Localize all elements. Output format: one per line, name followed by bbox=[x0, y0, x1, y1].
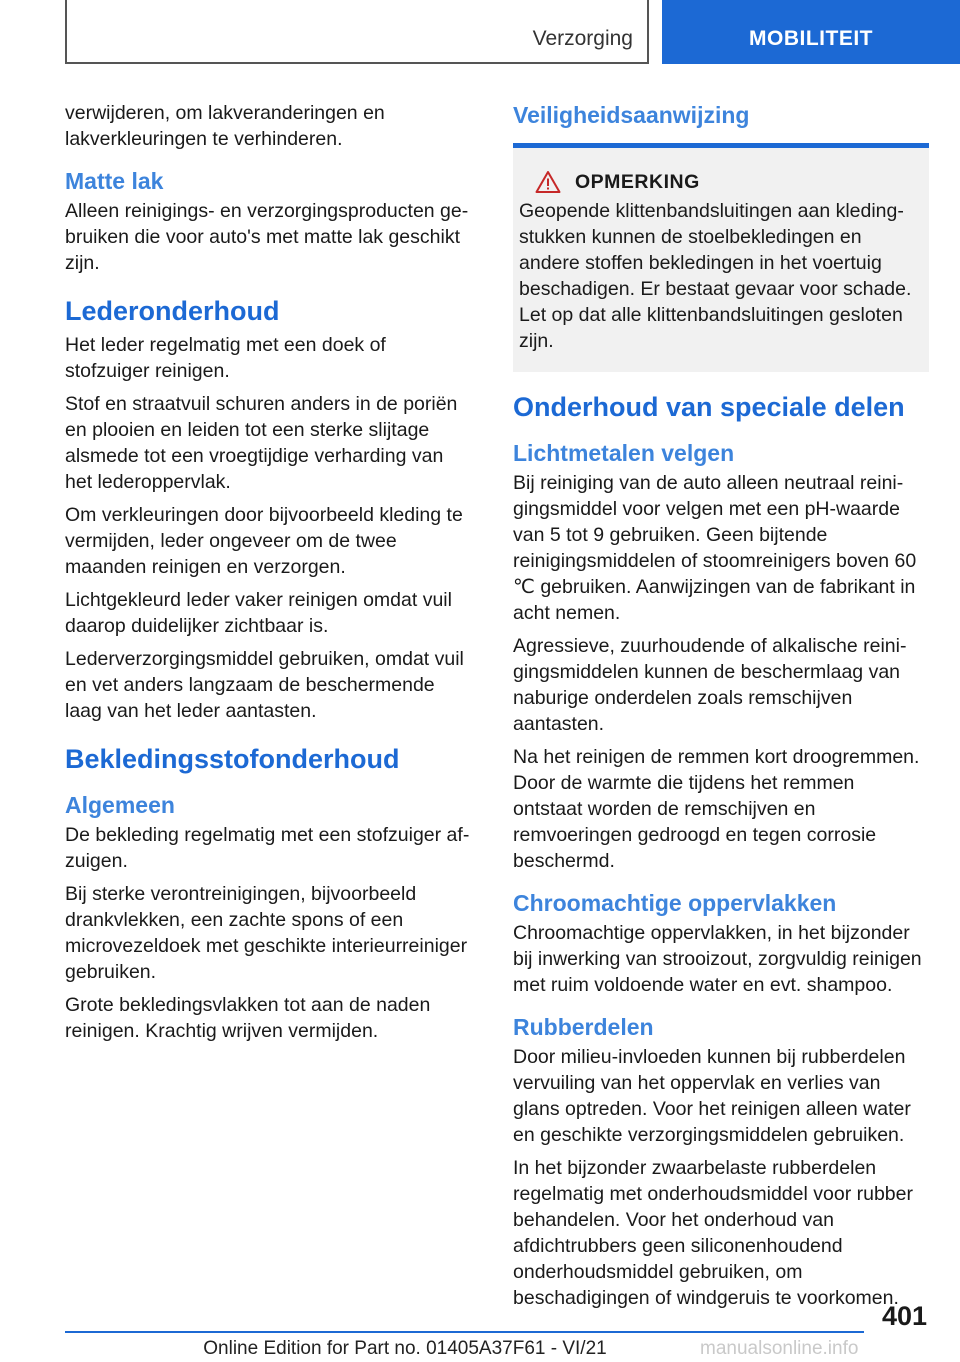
leather-paragraph-3: Om verkleuringen door bijvoorbeeld kleding te vermijden, leder ongeveer om de twee maanden reinigen en verzorgen. bbox=[65, 504, 463, 578]
general-paragraph-1: De bekleding regelmatig met een stofzuiger afzuigen. bbox=[65, 824, 470, 872]
footer-edition: Online Edition for Part no. 01405A37F61 - VI/21 bbox=[203, 1338, 607, 1359]
intro-paragraph: verwijderen, om lakveranderingen en lakverkleuringen te verhinderen. bbox=[65, 102, 385, 150]
notice-box bbox=[513, 148, 929, 372]
general-heading: Algemeen bbox=[65, 792, 175, 818]
page-number: 401 bbox=[881, 1301, 927, 1331]
right-column bbox=[513, 100, 929, 1318]
rubber-paragraph-1: Door milieu-invloeden kunnen bij rubberdelen vervuiling van het oppervlak en verlies van glans optreden. Voor het reinigen alleen water en geschikte verzorgingsmiddelen gebruiken. bbox=[513, 1046, 911, 1146]
general-paragraph-2: Bij sterke verontreinigingen, bijvoorbeeld drankvlekken, een zachte spons of een microvezeldoek met geschikte interieurreiniger gebruiken. bbox=[65, 883, 468, 983]
header-section-box bbox=[65, 0, 649, 64]
special-parts-heading: Onderhoud van speciale delen bbox=[513, 392, 905, 422]
header-chapter-title: MOBILITEIT bbox=[749, 27, 873, 50]
left-column bbox=[65, 100, 475, 1051]
safety-heading: Veiligheidsaanwijzing bbox=[513, 102, 750, 128]
notice-text: Geopende klittenbandsluitingen aan kledingstukken kunnen de stoelbekledingen en andere stoffen bekledingen in het voertuig beschadigen. Er bestaat gevaar voor schade. Let op dat alle klittenbandsluitingen gesloten zijn. bbox=[519, 200, 912, 352]
footer-rule bbox=[65, 1331, 864, 1333]
chrome-surfaces-heading: Chroomachtige oppervlakken bbox=[513, 890, 837, 916]
leather-paragraph-4: Lichtgekleurd leder vaker reinigen omdat vuil daarop duidelijker zichtbaar is. bbox=[65, 589, 452, 637]
notice-header bbox=[535, 170, 921, 194]
rubber-paragraph-2: In het bijzonder zwaarbelaste rubberdelen regelmatig met onderhoudsmiddel voor rubber behandelen. Voor het onderhoud van afdichtrubbers geen siliconenhoudend onderhoudsmiddel gebruiken, om beschadigingen of windgeruis te voorkomen. bbox=[513, 1157, 913, 1309]
leather-care-heading: Lederonderhoud bbox=[65, 296, 280, 326]
alloy-paragraph-3: Na het reinigen de remmen kort droogremmen. Door de warmte die tijdens het remmen ontstaat worden de remschijven en remvoeringen gedroogd en tegen corrosie beschermd. bbox=[513, 746, 920, 872]
notice-title: OPMERKING bbox=[575, 170, 700, 193]
leather-paragraph-1: Het leder regelmatig met een doek of stofzuiger reinigen. bbox=[65, 334, 386, 382]
warning-triangle-icon bbox=[535, 170, 561, 194]
alloy-paragraph-1: Bij reiniging van de auto alleen neutraal reinigingsmiddel voor velgen met een pH-waarde van 5 tot 9 gebruiken. Geen bijtende reinigingsmiddelen of stoomreinigers boven 60 ℃ gebruiken. Aanwijzingen van de fabrikant in acht nemen. bbox=[513, 472, 917, 624]
leather-paragraph-5: Lederverzorgingsmiddel gebruiken, omdat vuil en vet anders langzaam de beschermende laag van het leder aantasten. bbox=[65, 648, 464, 722]
chrome-paragraph-1: Chroomachtige oppervlakken, in het bijzonder bij inwerking van strooizout, zorgvuldig reinigen met ruim voldoende water en evt. shampoo. bbox=[513, 922, 922, 996]
matte-paint-heading: Matte lak bbox=[65, 168, 164, 194]
header-chapter-tab bbox=[662, 0, 960, 64]
general-paragraph-3: Grote bekledingsvlakken tot aan de naden reinigen. Krachtig wrijven vermijden. bbox=[65, 994, 431, 1042]
footer-watermark: manualsonline.info bbox=[700, 1338, 859, 1359]
header-section-title: Verzorging bbox=[532, 27, 633, 50]
fabric-care-heading: Bekledingsstofonderhoud bbox=[65, 744, 400, 774]
rubber-parts-heading: Rubberdelen bbox=[513, 1014, 654, 1040]
alloy-wheels-heading: Lichtmetalen velgen bbox=[513, 440, 735, 466]
alloy-paragraph-2: Agressieve, zuurhoudende of alkalische reinigingsmiddelen kunnen de beschermlaag van naburige onderdelen zoals remschijven aantasten. bbox=[513, 635, 907, 735]
matte-paint-paragraph: Alleen reinigings- en verzorgingsproducten gebruiken die voor auto's met matte lak geschikt zijn. bbox=[65, 200, 469, 274]
leather-paragraph-2: Stof en straatvuil schuren anders in de poriën en plooien en leiden tot een sterke slijtage alsmede tot een vroegtijdige verharding van het lederoppervlak. bbox=[65, 393, 458, 493]
